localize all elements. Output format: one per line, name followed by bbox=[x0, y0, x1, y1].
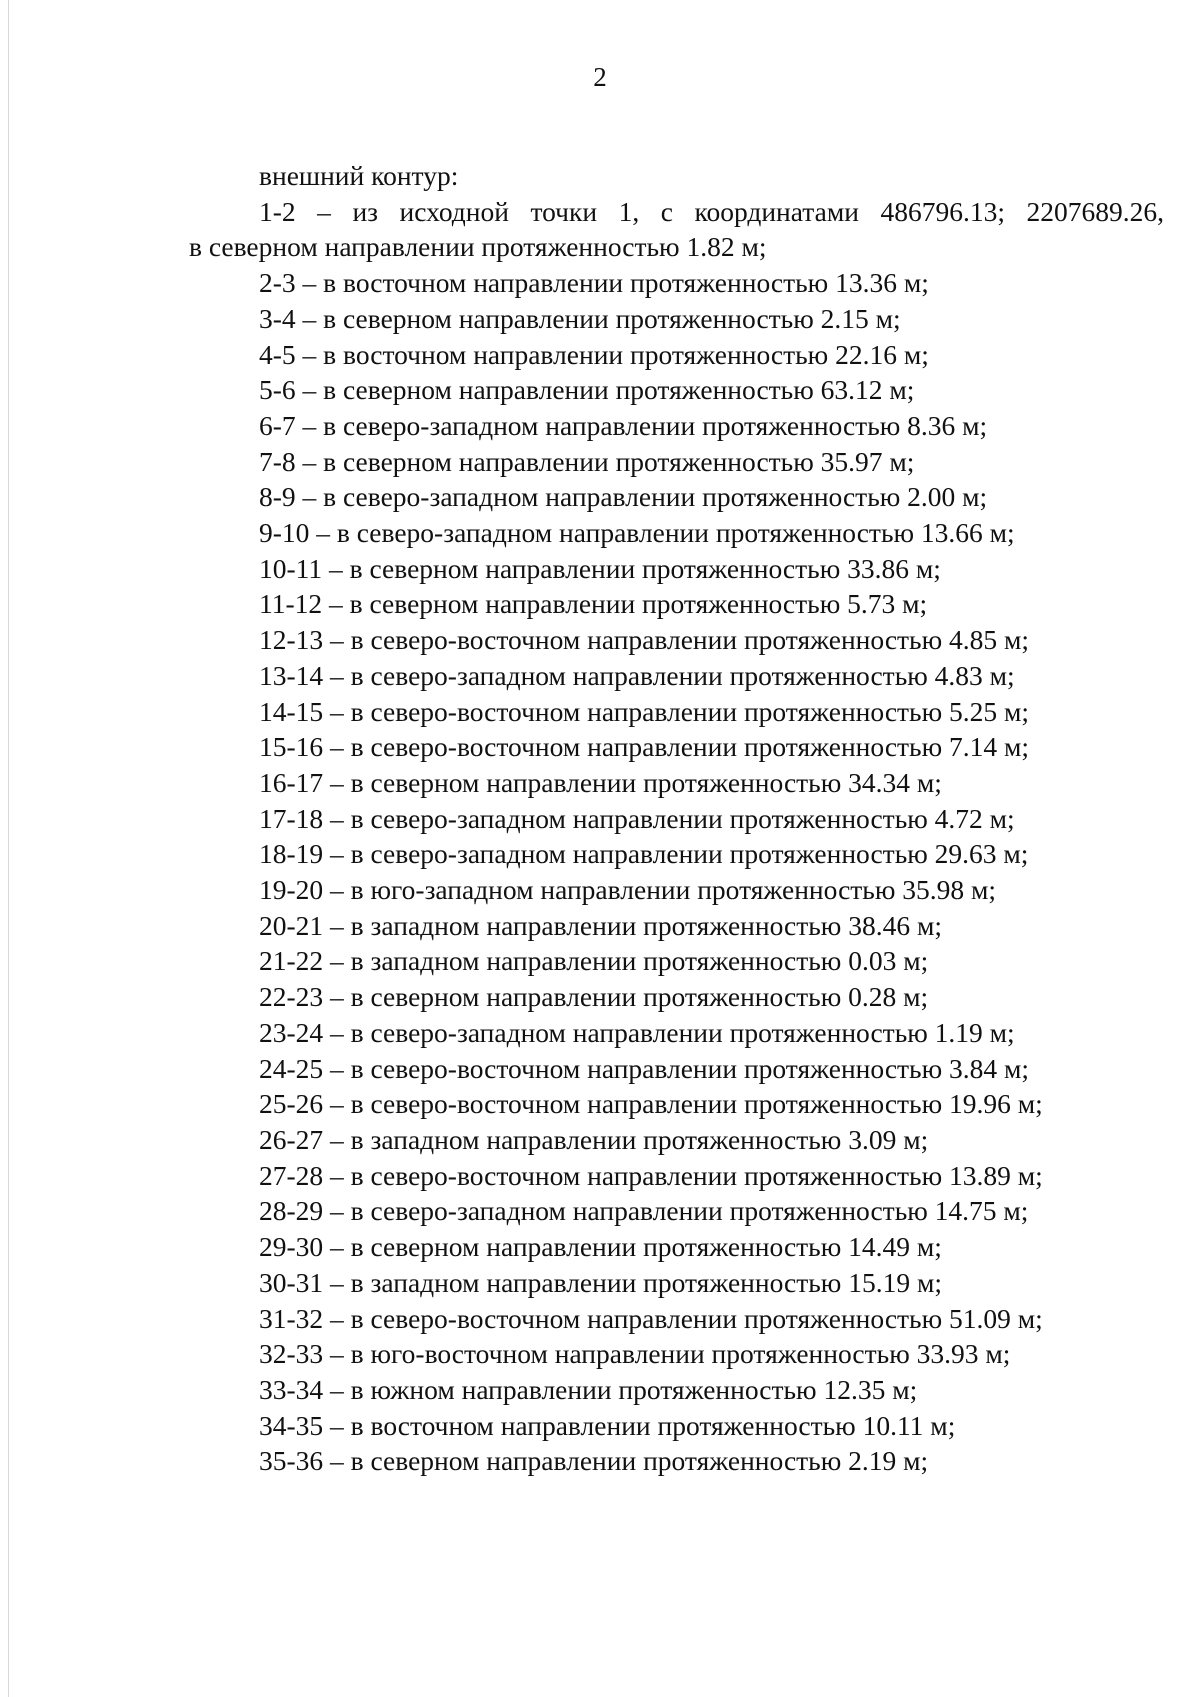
segment-line: 2-3 – в восточном направлении протяженностью 13.36 м; bbox=[259, 267, 929, 299]
segment-line: 9-10 – в северо-западном направлении протяженностью 13.66 м; bbox=[259, 517, 1015, 549]
boundary-description bbox=[189, 158, 1164, 1479]
segment-line: 32-33 – в юго-восточном направлении протяженностью 33.93 м; bbox=[259, 1338, 1011, 1370]
segment-line: 21-22 – в западном направлении протяженностью 0.03 м; bbox=[259, 945, 929, 977]
segment-line: 30-31 – в западном направлении протяженностью 15.19 м; bbox=[259, 1266, 943, 1298]
segment-line: 33-34 – в южном направлении протяженностью 12.35 м; bbox=[259, 1373, 918, 1405]
segment-line: 25-26 – в северо-восточном направлении протяженностью 19.96 м; bbox=[259, 1088, 1043, 1120]
segment-line: 8-9 – в северо-западном направлении протяженностью 2.00 м; bbox=[259, 481, 988, 513]
segment-line: 28-29 – в северо-западном направлении протяженностью 14.75 м; bbox=[259, 1195, 1029, 1227]
segment-line: 31-32 – в северо-восточном направлении протяженностью 51.09 м; bbox=[259, 1302, 1043, 1334]
segment-line: 27-28 – в северо-восточном направлении протяженностью 13.89 м; bbox=[259, 1159, 1043, 1191]
segment-list bbox=[189, 265, 1164, 1479]
segment-line: 4-5 – в восточном направлении протяженностью 22.16 м; bbox=[259, 338, 929, 370]
scan-left-edge bbox=[8, 0, 9, 1697]
segment-line: 19-20 – в юго-западном направлении протяженностью 35.98 м; bbox=[259, 874, 997, 906]
segment-line: 20-21 – в западном направлении протяженностью 38.46 м; bbox=[259, 909, 943, 941]
segment-line: 34-35 – в восточном направлении протяженностью 10.11 м; bbox=[259, 1409, 956, 1441]
segment-line: 18-19 – в северо-западном направлении протяженностью 29.63 м; bbox=[259, 838, 1029, 870]
segment-line: 7-8 – в северном направлении протяженностью 35.97 м; bbox=[259, 445, 915, 477]
segment-line: 29-30 – в северном направлении протяженностью 14.49 м; bbox=[259, 1231, 942, 1263]
segment-line: 14-15 – в северо-восточном направлении протяженностью 5.25 м; bbox=[259, 695, 1030, 727]
segment-line: 6-7 – в северо-западном направлении протяженностью 8.36 м; bbox=[259, 409, 988, 441]
segment-line: 11-12 – в северном направлении протяженностью 5.73 м; bbox=[259, 588, 928, 620]
page-number: 2 bbox=[593, 62, 607, 92]
segment-line: 22-23 – в северном направлении протяженностью 0.28 м; bbox=[259, 981, 929, 1013]
segment-line: 12-13 – в северо-восточном направлении протяженностью 4.85 м; bbox=[259, 624, 1030, 656]
segment-line: 17-18 – в северо-западном направлении протяженностью 4.72 м; bbox=[259, 802, 1015, 834]
segment-line: 24-25 – в северо-восточном направлении протяженностью 3.84 м; bbox=[259, 1052, 1030, 1084]
intro-line: внешний контур: bbox=[259, 160, 459, 191]
segment-line: 15-16 – в северо-восточном направлении протяженностью 7.14 м; bbox=[259, 731, 1030, 763]
segment-1-2-line-1: 1-2 – из исходной точки 1, с координатами 486796.13; 2207689.26, bbox=[259, 195, 1164, 227]
segment-line: 3-4 – в северном направлении протяженностью 2.15 м; bbox=[259, 302, 901, 334]
segment-line: 5-6 – в северном направлении протяженностью 63.12 м; bbox=[259, 374, 915, 406]
segment-1-2-line-2: в северном направлении протяженностью 1.82 м; bbox=[189, 231, 767, 263]
segment-line: 26-27 – в западном направлении протяженностью 3.09 м; bbox=[259, 1123, 929, 1155]
segment-line: 35-36 – в северном направлении протяженностью 2.19 м; bbox=[259, 1445, 929, 1477]
segment-line: 23-24 – в северо-западном направлении протяженностью 1.19 м; bbox=[259, 1016, 1015, 1048]
segment-line: 10-11 – в северном направлении протяженностью 33.86 м; bbox=[259, 552, 941, 584]
segment-line: 13-14 – в северо-западном направлении протяженностью 4.83 м; bbox=[259, 659, 1015, 691]
segment-line: 16-17 – в северном направлении протяженностью 34.34 м; bbox=[259, 766, 942, 798]
